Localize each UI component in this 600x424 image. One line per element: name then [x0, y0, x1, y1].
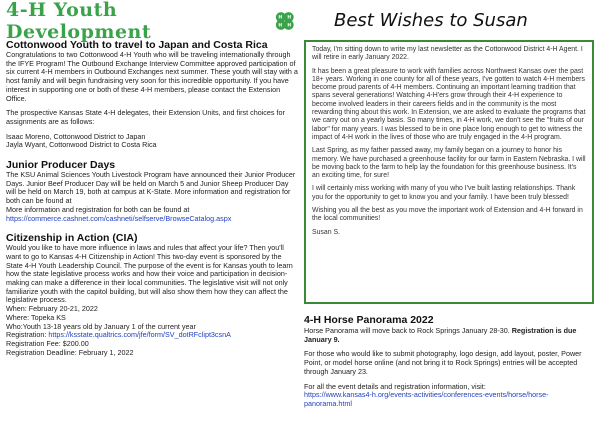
letter-paragraph: Wishing you all the best as you move the important work of Extension and 4-H forward in the local communities! — [312, 207, 583, 223]
travel-body: Congratulations to two Cottonwood 4-H Youth who will be traveling internationally through the IFYE Program! The Outbound Exchange Interview Committee approved participation of six current 4-H members in Outbound Exchanges next summer. These youth will stay with a host family and will begin fundraising very soon for this incredible opportunity. If you have interest in supporting one or both of these 4-H members, please contact the Extension Office. — [6, 50, 298, 103]
masthead — [6, 0, 298, 43]
horse-link[interactable]: https://www.kansas4-h.org/events-activities/conferences-events/horse/horse-panorama.html — [304, 390, 549, 408]
producer-section — [6, 159, 298, 223]
delegate-item: Isaac Moreno, Cottonwood District to Japan — [6, 131, 146, 141]
masthead-title: 4-H Youth Development — [6, 0, 152, 43]
letter-paragraph: I will certainly miss working with many of you who I've built lasting relationships. Thank you for the opportunity to get to know you and your family. I have been truly blessed! — [312, 185, 576, 201]
horse-heading: 4-H Horse Panorama 2022 — [304, 314, 434, 326]
horse-body: For those who would like to submit photography, logo design, add layout, poster, Power Point, or model horse online (and not bring it to Rock Springs) entries will be accepted through January 23. — [304, 349, 582, 376]
letter-signature: Susan S. — [312, 228, 340, 236]
horse-deadline: Registration is due January 9. — [304, 326, 577, 344]
farewell-banner: Best Wishes to Susan — [334, 10, 528, 31]
producer-more: More information and registration for both can be found at — [6, 204, 190, 214]
travel-intro: The prospective Kansas State 4-H delegates, their Extension Units, and first choices for assignments are as follows: — [6, 108, 285, 126]
travel-heading: Cottonwood Youth to travel to Japan and Costa Rica — [6, 39, 268, 51]
horse-intro-text: Horse Panorama will move back to Rock Springs January 28-30. — [304, 326, 512, 335]
cia-who: Who:Youth 13-18 years old by January 1 of the current year — [6, 321, 196, 331]
cia-registration-link[interactable]: https://ksstate.qualtrics.com/jfe/form/SV_dotRFclipt3csnA — [48, 330, 231, 340]
cia-section — [6, 232, 298, 357]
horse-section — [304, 314, 594, 409]
svg-text:H: H — [278, 23, 283, 29]
letter-paragraph: It has been a great pleasure to work with families across Northwest Kansas over the past 18+ years. Working in one county for all of these years, I've gotten to watch 4-H members become proud parents of 4-H members. Continuing an important learning tradition that spans several generations! Watching 4-H'ers grow through their 4-H experience to become involved leaders in their careers fields and in the community is the most rewarding thing about this work. In Extension, we are asked to evaluate the programs that we carry out on a yearly basis. So many times, in 4-H work, we don't see the "fruits of our labor" for many years. I was blessed to be in one place long enough to get to witness the impact of 4-H work in the lives of those who are truly engaged in the 4-H program. — [312, 67, 586, 141]
cia-where: Where: Topeka KS — [6, 312, 66, 322]
left-column — [6, 0, 298, 357]
horse-intro — [304, 327, 594, 344]
clover-logo-icon — [272, 8, 298, 34]
cia-when: When: February 20-21, 2022 — [6, 304, 98, 314]
right-column — [304, 6, 594, 415]
letter-paragraph: Last Spring, as my father passed away, my family began on a journey to honor his memory. We have purchased a greenhouse facility for our farm in Eastern Nebraska. I will be moving back to the farm to help lay the foundation for this greenhouse business. It's an exciting time, for sure! — [312, 147, 586, 180]
producer-link[interactable]: https://commerce.cashnet.com/cashneti/selfserve/BrowseCatalog.aspx — [6, 213, 232, 223]
svg-text:H: H — [278, 15, 283, 21]
producer-heading: Junior Producer Days — [6, 159, 116, 172]
cia-fee: Registration Fee: $200.00 — [6, 338, 89, 348]
cia-deadline: Registration Deadline: February 1, 2022 — [6, 347, 134, 357]
delegate-item: Jayla Wyant, Cottonwood District to Costa Rica — [6, 140, 157, 150]
horse-info: For all the event details and registration information, visit: — [304, 381, 486, 391]
farewell-letter-box — [304, 40, 594, 304]
producer-body: The KSU Animal Sciences Youth Livestock Program have announced their Junior Producer Days. Junior Beef Producer Day will be held on March 5 and Junior Sheep Producer Day will be held on March 19, both at campus at K-State. More information and registration for both can be found at — [6, 170, 296, 206]
letter-paragraph: Today, I'm sitting down to write my last newsletter as the Cottonwood District 4-H Agent. I will retire in early January 2022. — [312, 46, 583, 62]
cia-registration-label: Registration: — [6, 330, 49, 340]
svg-text:H: H — [287, 15, 292, 21]
travel-section — [6, 39, 298, 150]
cia-heading: Citizenship in Action (CIA) — [6, 232, 138, 245]
cia-body: Would you like to have more influence in laws and rules that affect your life? Then you'll want to go to Kansas 4-H Citizenship in Action! This two-day event is sponsored by the State 4-H Youth Leadership Council. The purpose of the event is for Kansas youth to learn how the state legislative process works and how their voice and participation in decision-making can make a difference in their local communities. The legislative visit will not only familiarize youth with the capitol building, but will also show them how they can affect the legislative process. — [6, 243, 293, 305]
svg-text:H: H — [287, 23, 292, 29]
